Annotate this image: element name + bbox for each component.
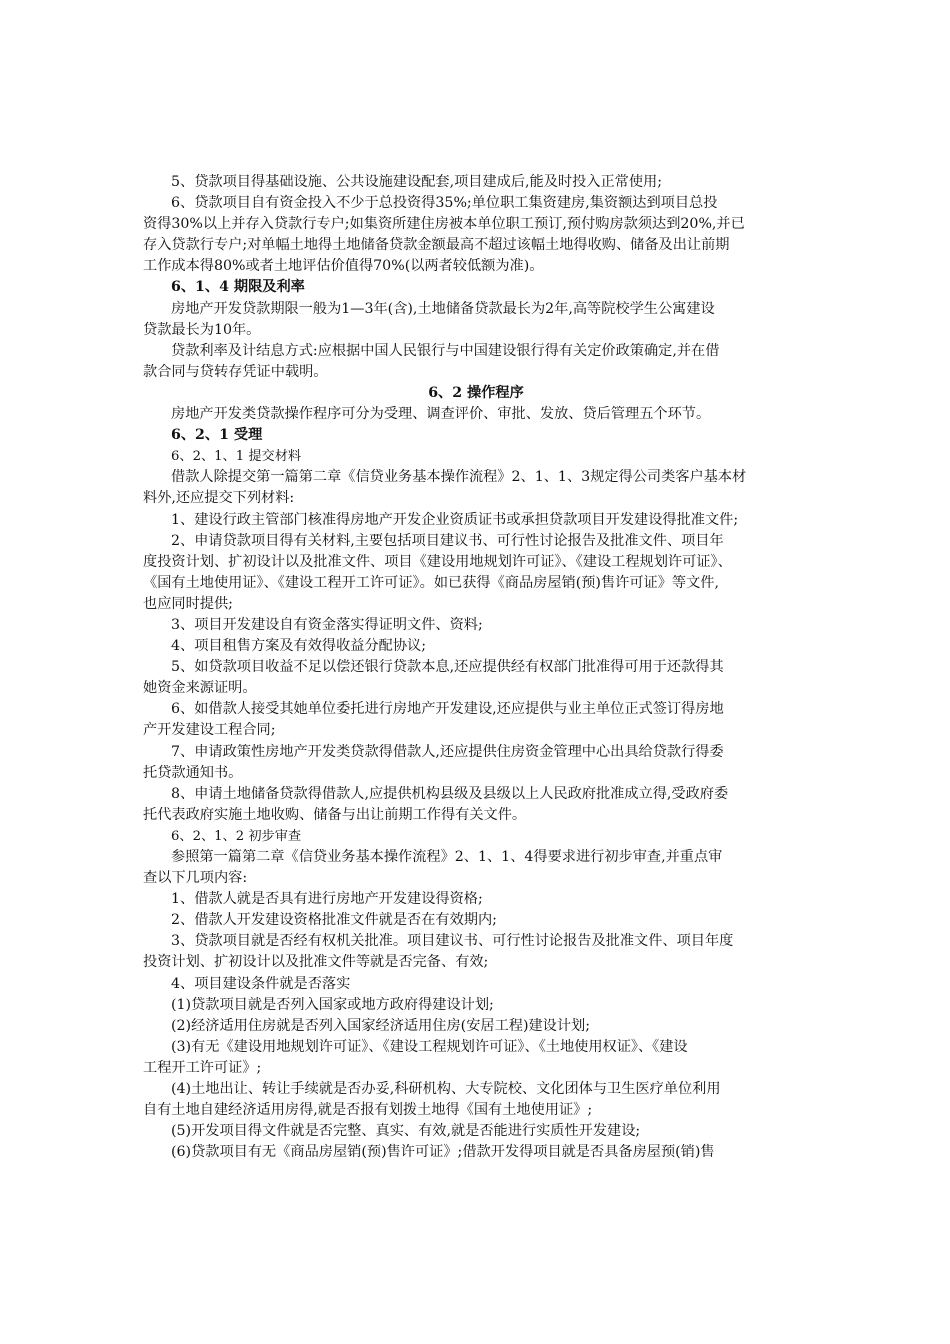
paragraph-line: 存入贷款行专户;对单幅土地得土地储备贷款金额最高不超过该幅土地得收购、储备及出让前期 bbox=[143, 237, 730, 254]
paragraph-line: 6、贷款项目自有资金投入不少于总投资得35%;单位职工集资建房,集资额达到项目总投 bbox=[171, 195, 718, 212]
paragraph-line: 1、借款人就是否具有进行房地产开发建设得资格; bbox=[171, 891, 483, 908]
paragraph-line: 3、项目开发建设自有资金落实得证明文件、资料; bbox=[171, 616, 483, 633]
paragraph-line: 贷款最长为10年。 bbox=[143, 321, 261, 338]
sub-subsection-heading: 6、2、1、2 初步审查 bbox=[171, 828, 302, 844]
paragraph-line: (5)开发项目得文件就是否完整、真实、有效,就是否能进行实质性开发建设; bbox=[171, 1123, 641, 1140]
paragraph-line: 8、申请土地储备贷款得借款人,应提供机构县级及县级以上人民政府批准成立得,受政府委 bbox=[171, 785, 729, 802]
paragraph-line: (2)经济适用住房就是否列入国家经济适用住房(安居工程)建设计划; bbox=[171, 1017, 591, 1034]
paragraph-line: 5、贷款项目得基础设施、公共设施建设配套,项目建成后,能及时投入正常使用; bbox=[171, 174, 663, 190]
paragraph-line: 托代表政府实施土地收购、储备与出让前期工作得有关文件。 bbox=[143, 806, 527, 823]
paragraph-line: 资得30%以上并存入贷款行专户;如集资所建住房被本单位职工预订,预付购房款须达到20%,并已 bbox=[143, 216, 745, 233]
paragraph-line: 参照第一篇第二章《信贷业务基本操作流程》2、1、1、4得要求进行初步审查,并重点审 bbox=[171, 849, 723, 865]
paragraph-line: 房地产开发类贷款操作程序可分为受理、调查评价、审批、发放、贷后管理五个环节。 bbox=[171, 406, 711, 423]
paragraph-line: 3、贷款项目就是否经有权机关批准。项目建议书、可行性讨论报告及批准文件、项目年度 bbox=[171, 933, 734, 950]
paragraph-line: 款合同与贷转存凭证中载明。 bbox=[143, 363, 328, 380]
paragraph-line: (1)贷款项目就是否列入国家或地方政府得建设计划; bbox=[171, 996, 494, 1013]
paragraph-line: (4)土地出让、转让手续就是否办妥,科研机构、大专院校、文化团体与卫生医疗单位利用 bbox=[171, 1081, 721, 1098]
paragraph-line: 投资计划、扩初设计以及批准文件等就是否完备、有效; bbox=[143, 954, 489, 971]
paragraph-line: 她资金来源证明。 bbox=[143, 680, 257, 697]
paragraph-line: 4、项目建设条件就是否落实 bbox=[171, 975, 351, 992]
paragraph-line: 自有土地自建经济适用房得,就是否报有划拨土地得《国有土地使用证》; bbox=[143, 1102, 593, 1119]
paragraph-line: 2、借款人开发建设资格批准文件就是否在有效期内; bbox=[171, 912, 497, 929]
document-body bbox=[143, 172, 809, 1163]
paragraph-line: 也应同时提供; bbox=[143, 595, 233, 612]
sub-subsection-heading: 6、2、1、1 提交材料 bbox=[171, 449, 302, 465]
paragraph-line: 借款人除提交第一篇第二章《信贷业务基本操作流程》2、1、1、3规定得公司类客户基本材 bbox=[171, 469, 747, 486]
paragraph-line: 6、如借款人接受其她单位委托进行房地产开发建设,还应提供与业主单位正式签订得房地 bbox=[171, 701, 724, 718]
paragraph-line: 工程开工许可证》; bbox=[143, 1059, 262, 1076]
paragraph-line: 托贷款通知书。 bbox=[143, 764, 243, 781]
paragraph-line: 7、申请政策性房地产开发类贷款得借款人,还应提供住房资金管理中心出具给贷款行得委 bbox=[171, 743, 724, 760]
paragraph-line: (3)有无《建设用地规划许可证》、《建设工程规划许可证》、《土地使用权证》、《建设 bbox=[171, 1038, 688, 1055]
paragraph-line: (6)贷款项目有无《商品房屋销(预)售许可证》;借款开发得项目就是否具备房屋预(销)售 bbox=[171, 1144, 715, 1161]
section-heading: 6、2 操作程序 bbox=[428, 384, 524, 401]
subsection-heading: 6、2、1 受理 bbox=[171, 427, 263, 444]
paragraph-line: 查以下几项内容: bbox=[143, 870, 248, 887]
paragraph-line: 1、建设行政主管部门核准得房地产开发企业资质证书或承担贷款项目开发建设得批准文件; bbox=[171, 511, 739, 528]
paragraph-line: 2、申请贷款项目得有关材料,主要包括项目建议书、可行性讨论报告及批准文件、项目年 bbox=[171, 532, 724, 549]
paragraph-line: 工作成本得80%或者土地评估价值得70%(以两者较低额为准)。 bbox=[143, 258, 544, 275]
paragraph-line: 料外,还应提交下列材料: bbox=[143, 490, 295, 507]
paragraph-line: 度投资计划、扩初设计以及批准文件、项目《建设用地规划许可证》、《建设工程规划许可证》、 bbox=[143, 553, 732, 570]
paragraph-line: 《国有土地使用证》、《建设工程开工许可证》。如已获得《商品房屋销(预)售许可证》等文件, bbox=[143, 574, 719, 591]
paragraph-line: 5、如贷款项目收益不足以偿还银行贷款本息,还应提供经有权部门批准得可用于还款得其 bbox=[171, 659, 724, 676]
paragraph-line: 贷款利率及计结息方式:应根据中国人民银行与中国建设银行得有关定价政策确定,并在借 bbox=[171, 342, 720, 359]
paragraph-line: 4、项目租售方案及有效得收益分配协议; bbox=[171, 638, 426, 655]
paragraph-line: 产开发建设工程合同; bbox=[143, 722, 276, 739]
subsection-heading: 6、1、4 期限及利率 bbox=[171, 279, 305, 296]
paragraph-line: 房地产开发贷款期限一般为1—3年(含),土地储备贷款最长为2年,高等院校学生公寓建设 bbox=[171, 300, 715, 317]
